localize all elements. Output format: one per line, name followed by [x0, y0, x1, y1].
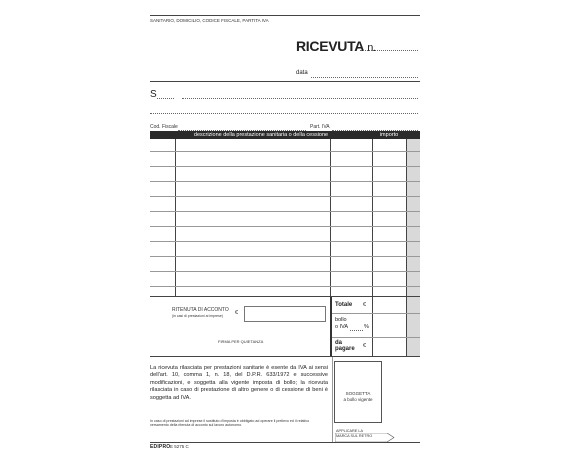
col-divider-cents	[406, 139, 407, 296]
totals-row-divider	[332, 337, 420, 338]
table-row[interactable]	[150, 211, 420, 212]
table-row[interactable]	[150, 151, 420, 152]
cod-fiscale-label: Cod. Fiscale	[150, 124, 178, 130]
top-border	[150, 15, 420, 16]
amount-cents-shade	[406, 139, 420, 296]
recipient-prefix: S	[150, 89, 157, 100]
apply-stamp-label-2: MARCA SUL RETRO	[336, 433, 373, 438]
table-row[interactable]	[150, 271, 420, 272]
number-label: n.	[367, 42, 376, 54]
title-text: RICEVUTA	[296, 38, 364, 54]
table-row[interactable]	[150, 241, 420, 242]
totals-section	[150, 297, 420, 357]
document-title	[296, 38, 376, 54]
issuer-caption: SANITARIO, DOMICILIO, CODICE FISCALE, PARTITA IVA	[150, 18, 269, 23]
totals-divider-amount	[372, 297, 373, 356]
totals-row-divider	[332, 313, 420, 314]
table-row[interactable]	[150, 226, 420, 227]
product-code: E 5275 C	[170, 444, 189, 449]
recipient-line-2[interactable]	[150, 113, 418, 114]
apply-stamp-label-1: APPLICARE LA	[336, 429, 364, 433]
table-row[interactable]	[150, 256, 420, 257]
recipient-line-short[interactable]	[157, 98, 174, 99]
totals-cents-shade	[406, 297, 420, 356]
totals-divider-main	[330, 297, 332, 356]
stamp-area-divider	[332, 357, 333, 442]
col-amount-header: importo	[379, 132, 399, 138]
date-field[interactable]	[311, 77, 418, 78]
totals-divider-cents	[406, 297, 407, 356]
ritenuta-euro: €	[235, 310, 239, 316]
items-table	[150, 139, 420, 297]
bollo-label: bollo	[335, 317, 347, 323]
ritenuta-field[interactable]	[244, 306, 326, 322]
header-divider	[150, 81, 420, 82]
recipient-line-1[interactable]	[182, 98, 418, 99]
notes-section	[150, 357, 420, 442]
stamp-box-label-2: a bollo vigente	[343, 397, 373, 402]
fine-print: In caso di prestazioni ad imprese il sostituto d'imposta è obbligato ad operare il prelievo ed il relativo versamento della ritenuta di acconto sul lavoro autonomo.	[150, 419, 310, 428]
col-description-header: descrizione della prestazione sanitaria o della cessione	[193, 132, 329, 138]
col-divider-amount	[372, 139, 373, 296]
col-divider-left	[175, 139, 176, 296]
stamp-box-label-1: SOGGETTA	[345, 391, 371, 396]
percent-symbol: %	[364, 324, 369, 330]
col-divider-desc	[330, 139, 331, 296]
legal-notice: La ricevuta rilasciata per prestazioni sanitarie è esente da IVA ai sensi dell'art. 10, comma 1, n. 18, del D.P.R. 633/1972 e successive modificazioni, e soggetta alla vigente imposta di bollo; la ricevuta rilasciata in caso di prestazione di altro genere o di cessione di beni è soggetta ad IVA.	[150, 365, 328, 401]
table-row[interactable]	[150, 166, 420, 167]
date-label: data	[296, 70, 308, 76]
table-row[interactable]	[150, 286, 420, 287]
totale-label: Totale	[335, 302, 353, 308]
ritenuta-note: (in casi di prestazioni ai imprese)	[172, 314, 223, 318]
number-field[interactable]	[360, 50, 418, 51]
table-row[interactable]	[150, 196, 420, 197]
table-row[interactable]	[150, 181, 420, 182]
footer-divider	[150, 442, 420, 443]
da-pagare-2: pagare	[335, 346, 355, 352]
part-iva-label: Part. IVA	[310, 124, 330, 130]
totale-euro: €	[363, 302, 367, 308]
brand-logo: EDIPRO	[150, 444, 171, 450]
iva-rate-field[interactable]	[350, 330, 363, 331]
iva-label: o IVA	[335, 324, 349, 330]
firma-label: FIRMA PER QUIETANZA	[218, 339, 264, 344]
da-pagare-euro: €	[363, 343, 367, 349]
ritenuta-label: RITENUTA DI ACCONTO	[172, 307, 229, 313]
da-pagare-1: da	[335, 340, 343, 346]
